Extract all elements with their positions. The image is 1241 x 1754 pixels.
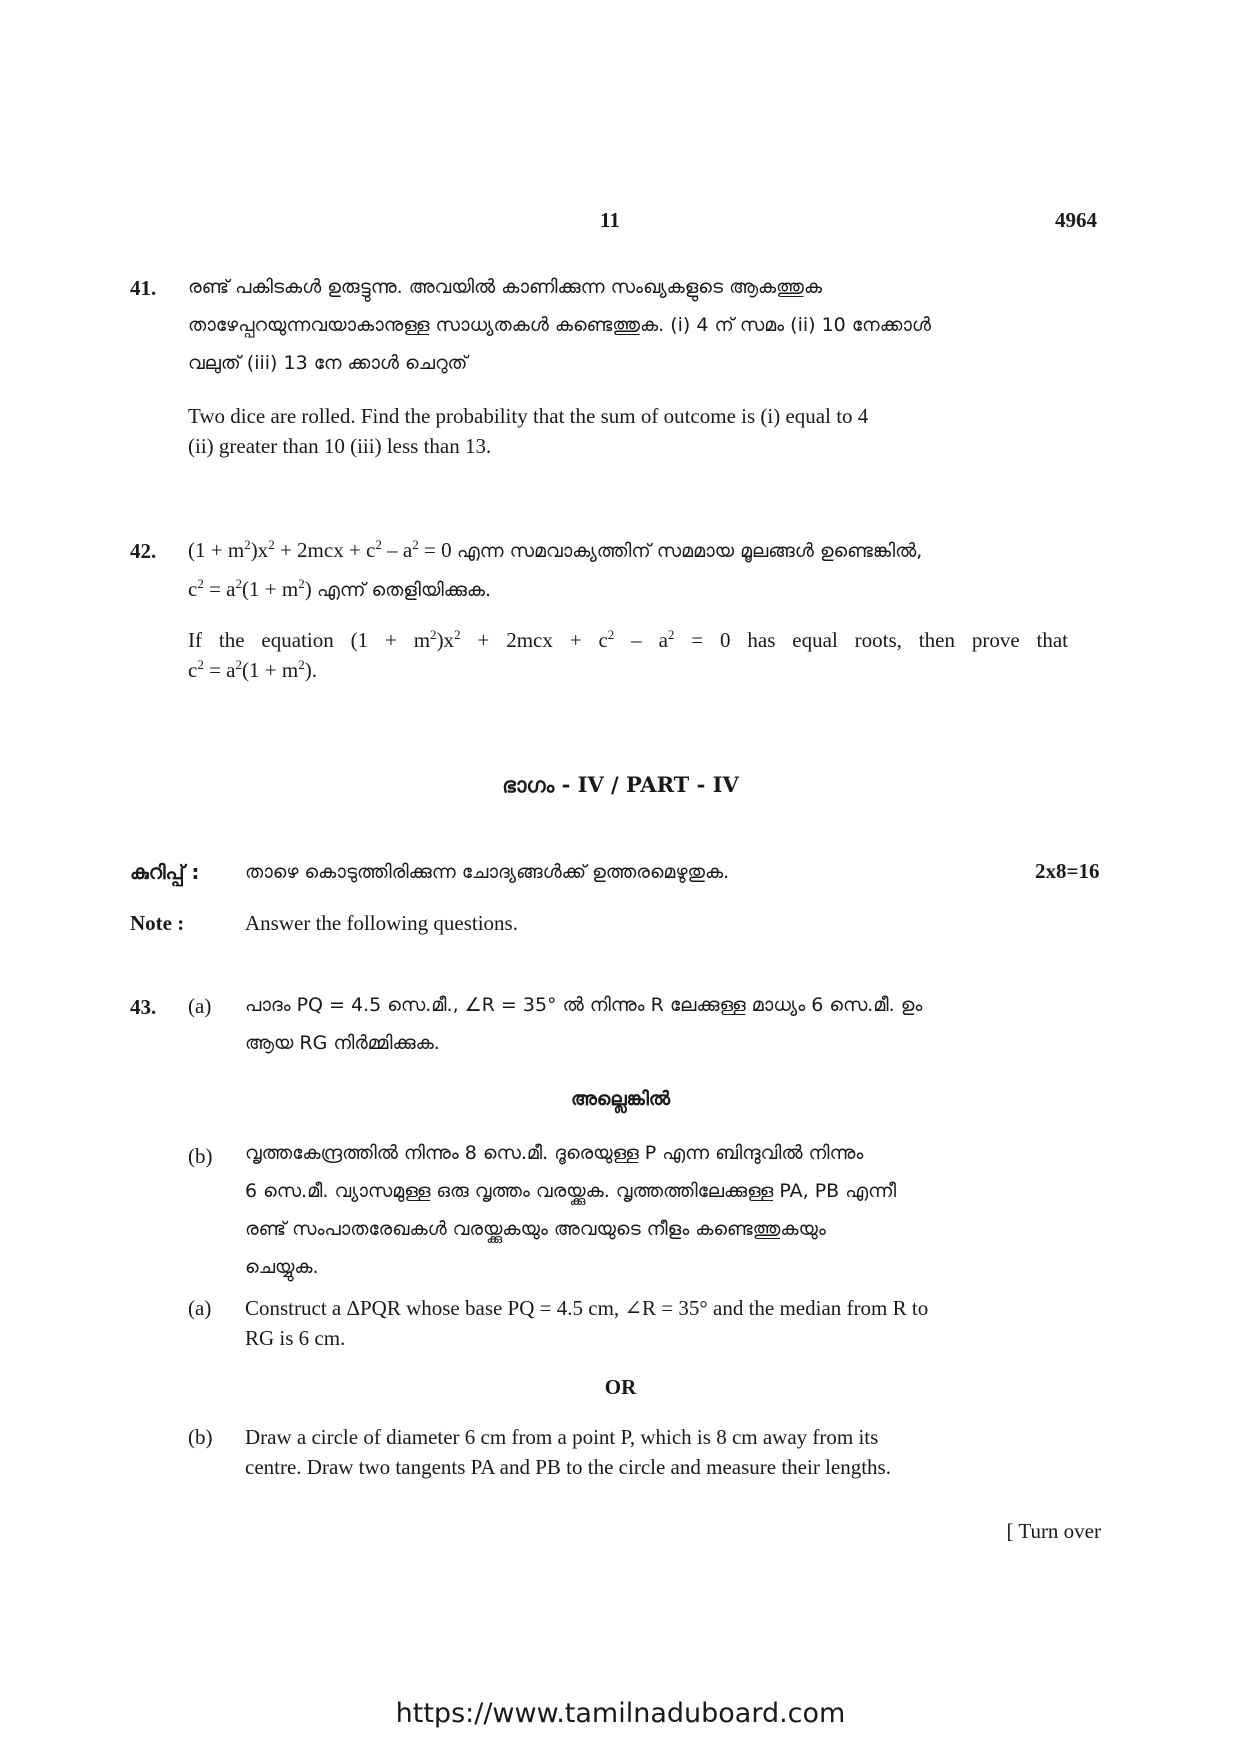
q43-b-malayalam bbox=[245, 1134, 1065, 1286]
turn-over: [ Turn over bbox=[1006, 1519, 1101, 1543]
paper-code: 4964 bbox=[1055, 208, 1097, 232]
q42-english bbox=[188, 625, 1068, 685]
equation: $(1 + m^2)x^2 + 2mcx + c^2 - a^2 = 0$ bbox=[350, 627, 731, 652]
q43-b-en-line1: Draw a circle of diameter 6 cm from a point P, which is 8 cm away from its bbox=[245, 1425, 879, 1449]
q41-ml-line2: താഴേപ്പറയുന്നവയാകാനുള്ള സാധ്യതകൾ കണ്ടെത്തുക. (i) 4 ന് സമം (ii) 10 നേക്കാൾ bbox=[188, 314, 931, 336]
question-number-42: 42. bbox=[130, 539, 157, 563]
q43-b-en-line2: centre. Draw two tangents PA and PB to the circle and measure their lengths. bbox=[245, 1455, 891, 1479]
question-number-41: 41. bbox=[130, 276, 157, 300]
note-label-ml: കുറിപ്പ് : bbox=[130, 860, 200, 884]
q41-en-line2: (ii) greater than 10 (iii) less than 13. bbox=[188, 434, 492, 458]
q43-b-label-ml: (b) bbox=[188, 1144, 213, 1168]
q43-b-ml-line4: ചെയ്യുക. bbox=[245, 1256, 319, 1278]
note-label-en: Note : bbox=[130, 911, 185, 935]
q43-a-label-ml: (a) bbox=[188, 994, 212, 1018]
q43-b-ml-line1: വൃത്തകേന്ദ്രത്തിൽ നിന്നും 8 സെ.മീ. ദൂരെയുള്ള P എന്ന ബിന്ദുവിൽ നിന്നും bbox=[245, 1142, 864, 1164]
q41-ml-line1: രണ്ട് പകിടകൾ ഉരുട്ടുന്നു. അവയിൽ കാണിക്കുന്ന സംഖ്യകളുടെ ആകത്തുക bbox=[188, 276, 823, 298]
q43-a-english bbox=[245, 1293, 1065, 1353]
question-number-43: 43. bbox=[130, 995, 157, 1019]
q43-b-ml-line3: രണ്ട് സംപാതരേഖകൾ വരയ്ക്കുകയും അവയുടെ നീളം കണ്ടെത്തുകയും bbox=[245, 1218, 826, 1240]
q41-malayalam bbox=[188, 268, 1068, 382]
equation: $(1 + m^2)x^2 + 2mcx + c^2 - a^2 = 0$ bbox=[188, 537, 452, 562]
q43-a-label-en: (a) bbox=[188, 1296, 212, 1320]
q41-english bbox=[188, 401, 1068, 461]
q41-en-line1: Two dice are rolled. Find the probability that the sum of outcome is (i) equal to 4 bbox=[188, 404, 869, 428]
q42-malayalam bbox=[188, 531, 1068, 609]
q42-ml-text2: എന്ന് തെളിയിക്കുക. bbox=[316, 579, 491, 601]
q43-b-ml-line2: 6 സെ.മീ. വ്യാസമുള്ള ഒരു വൃത്തം വരയ്ക്കുക. വൃത്തത്തിലേക്കുള്ള PA, PB എന്നീ bbox=[245, 1180, 897, 1202]
q42-en-line2: $c^2 = a^2(1 + m^2)$. bbox=[188, 657, 317, 682]
q42-en-line1: If the equation $(1 + m^2)x^2 + 2mcx + c^2 - a^2 = 0$ has equal roots, then prove that bbox=[188, 627, 1069, 652]
page-number: 11 bbox=[600, 208, 620, 232]
q41-ml-line3: വലുത് (iii) 13 നേ ക്കാൾ ചെറുത് bbox=[188, 352, 468, 374]
note-text-ml: താഴെ കൊടുത്തിരിക്കുന്ന ചോദ്യങ്ങൾക്ക് ഉത്തരമെഴുതുക. bbox=[245, 861, 730, 883]
result-equation: $c^2 = a^2(1 + m^2)$ bbox=[188, 576, 312, 601]
q42-ml-line2 bbox=[188, 570, 1068, 609]
q42-ml-line1 bbox=[188, 531, 1068, 570]
q43-a-en-line1: Construct a ΔPQR whose base PQ = 4.5 cm, ∠R = 35° and the median from R to bbox=[245, 1296, 929, 1320]
q43-a-ml-line1: പാദം PQ = 4.5 സെ.മീ., ∠R = 35° ൽ നിന്നും R ലേക്കുള്ള മാധ്യം 6 സെ.മീ. ഉം bbox=[245, 994, 923, 1016]
q42-ml-text1: എന്ന സമവാക്യത്തിന് സമമായ മൂലങ്ങൾ ഉണ്ടെങ്കിൽ, bbox=[456, 540, 923, 562]
or-ml: അല്ലെങ്കിൽ bbox=[570, 1088, 671, 1110]
marks-allocation: 2x8=16 bbox=[1035, 859, 1100, 883]
q43-a-ml-line2: ആയ RG നിർമ്മിക്കുക. bbox=[245, 1032, 440, 1054]
source-url[interactable]: https://www.tamilnaduboard.com bbox=[395, 1698, 846, 1729]
part-heading: ഭാഗം - IV / PART - IV bbox=[502, 772, 739, 797]
q43-a-malayalam bbox=[245, 986, 1065, 1062]
q43-b-english bbox=[245, 1422, 1075, 1482]
or-en: OR bbox=[604, 1375, 637, 1399]
note-text-en: Answer the following questions. bbox=[245, 911, 518, 935]
q43-a-en-line2: RG is 6 cm. bbox=[245, 1326, 346, 1350]
q43-b-label-en: (b) bbox=[188, 1425, 213, 1449]
